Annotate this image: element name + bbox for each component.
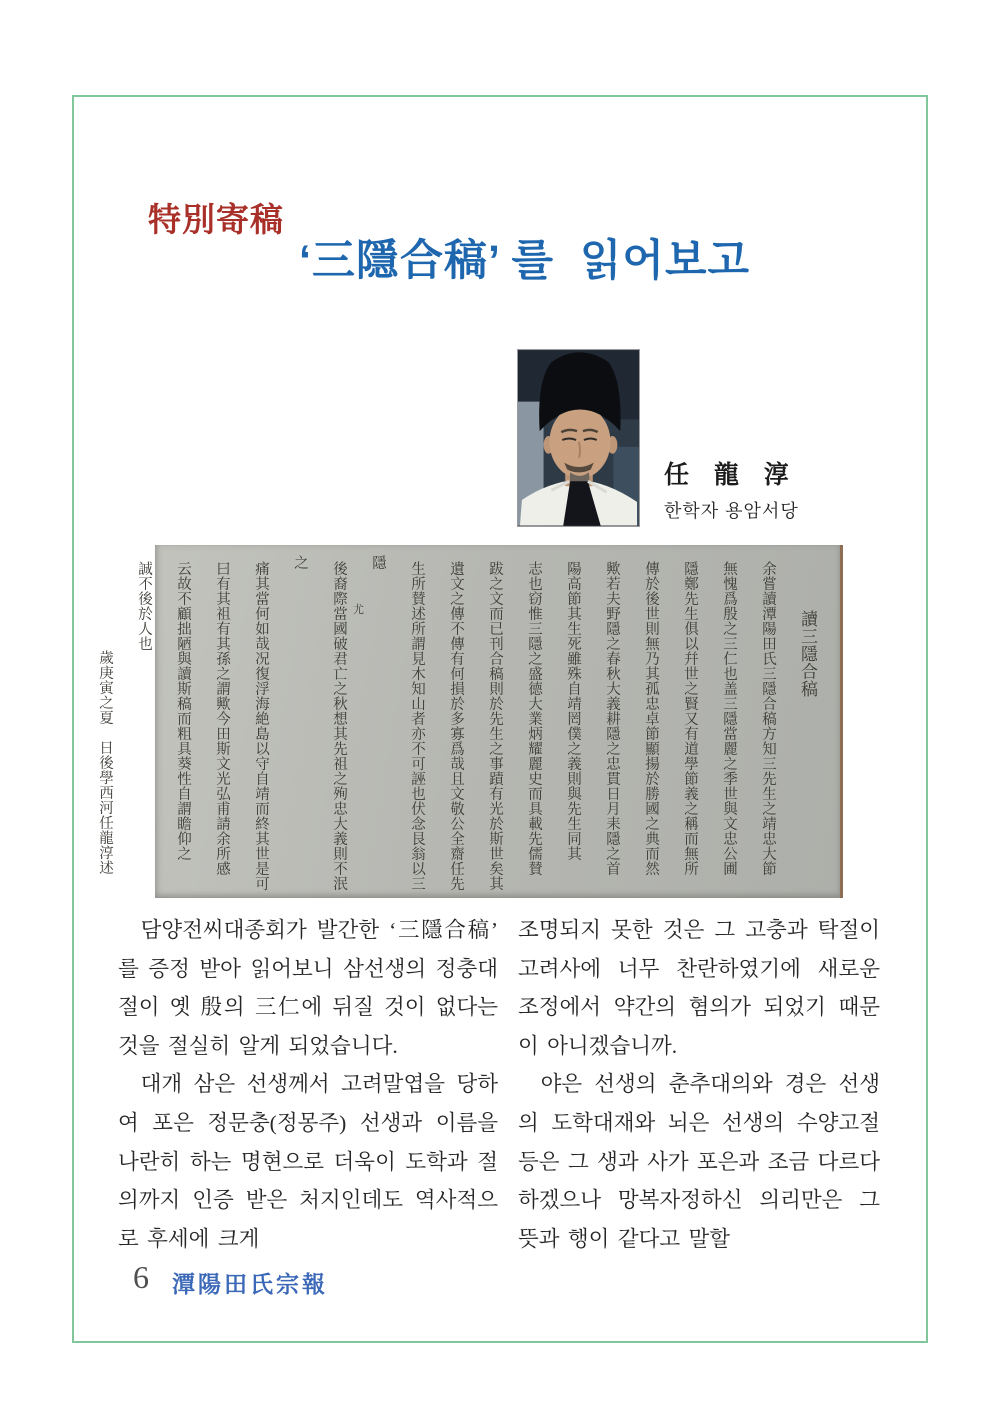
manuscript-column: 隱鄭先生俱以幷世之賢又有道學節義之稱而無所 bbox=[682, 561, 698, 876]
paragraph: 대개 삼은 선생께서 고려말엽을 당하여 포은 정문충(정몽주) 선생과 이름을 나란히 하는 명현으로 더욱이 도학과 절의까지 인증 받은 처지인데도 역사적으로 후세에 크게 bbox=[118, 1072, 498, 1251]
footer-page-number: 6 bbox=[133, 1259, 149, 1295]
manuscript-column: 跋之文而已刊合稿則於先生之事蹟有光於斯世矣其 bbox=[487, 561, 503, 891]
paragraph: 야은 선생의 춘추대의와 경은 선생의 도학대재와 뇌은 선생의 수양고절 등은 그 생과 사가 포은과 조금 다르다 하겠으나 망복자정하신 의리만은 그 뜻과 행이 같다고 말할 bbox=[518, 1072, 880, 1251]
section-label: 特別寄稿 bbox=[148, 201, 284, 238]
author-role: 한학자 용암서당 bbox=[664, 501, 799, 521]
manuscript-column: 歟若夫野隱之春秋大義耕隱之忠貫日月耒隱之首 bbox=[604, 561, 620, 876]
manuscript-column: 遺文之傳不傳有何損於多寡爲哉且文敬公全齋任先 bbox=[448, 561, 464, 891]
manuscript-column: 生所賛述所謂見木知山者亦不可誣也伏念艮翁以三隱 bbox=[370, 555, 425, 891]
manuscript-column: 讀三隱合稿 bbox=[797, 610, 817, 698]
manuscript-insert-note: 尤 bbox=[353, 603, 364, 616]
paragraph: 담양전씨대종회가 발간한 ‘三隱合稿’ 를 증정 받아 읽어보니 삼선생의 정충대절이 옛 殷의 三仁에 뒤질 것이 없다는 것을 절실히 알게 되었습니다. bbox=[118, 918, 498, 1058]
article-title: ‘三隱合稿’ 를 읽어보고 bbox=[299, 237, 751, 285]
paragraph: 조명되지 못한 것은 그 고충과 탁절이 고려사에 너무 찬란하였기에 새로운 조정에서 약간의 혐의가 되었기 때문이 아니겠습니까. bbox=[518, 918, 880, 1058]
body-right-column bbox=[518, 911, 880, 1258]
portrait-illustration bbox=[518, 350, 639, 526]
manuscript-column: 志也窃惟三隱之盛德大業炳耀麗史而具載先儒賛 bbox=[526, 561, 542, 876]
author-name: 任 龍 淳 bbox=[664, 461, 798, 489]
manuscript-column: 曰有其祖有其孫之謂歟今田斯文光弘甫請余所感 bbox=[214, 561, 230, 876]
manuscript-column: 無愧爲殷之三仁也盖三隱當麗之季世與文忠公圃 bbox=[721, 561, 737, 876]
author-portrait-photo bbox=[517, 349, 640, 527]
body-left-column bbox=[118, 911, 498, 1258]
manuscript-column: 陽高節其生死雖殊自靖罔僕之義則與先生同其 bbox=[565, 561, 581, 861]
manuscript-columns bbox=[97, 545, 840, 898]
manuscript-column: 後裔際當國破君亡之秋想其先祖之殉忠大義則不泯之 bbox=[292, 555, 347, 891]
manuscript-column: 誠不後於人也 bbox=[136, 561, 152, 651]
manuscript-image bbox=[97, 545, 843, 898]
manuscript-column: 痛其當何如哉况復浮海絶島以守自靖而終其世是可 bbox=[253, 561, 269, 891]
manuscript-column: 歲庚寅之夏 日後學西河任龍淳述 bbox=[97, 650, 113, 875]
manuscript-column: 云故不顧拙陋與讀斯稿而粗具葵性自謂瞻仰之 bbox=[175, 561, 191, 861]
footer-journal-title: 潭陽田氏宗報 bbox=[172, 1271, 328, 1297]
manuscript-column: 余嘗讀潭陽田氏三隱合稿方知三先生之靖忠大節 bbox=[760, 561, 776, 876]
manuscript-column: 傳於後世則無乃其孤忠卓節顯揚於勝國之典而然 bbox=[643, 561, 659, 876]
